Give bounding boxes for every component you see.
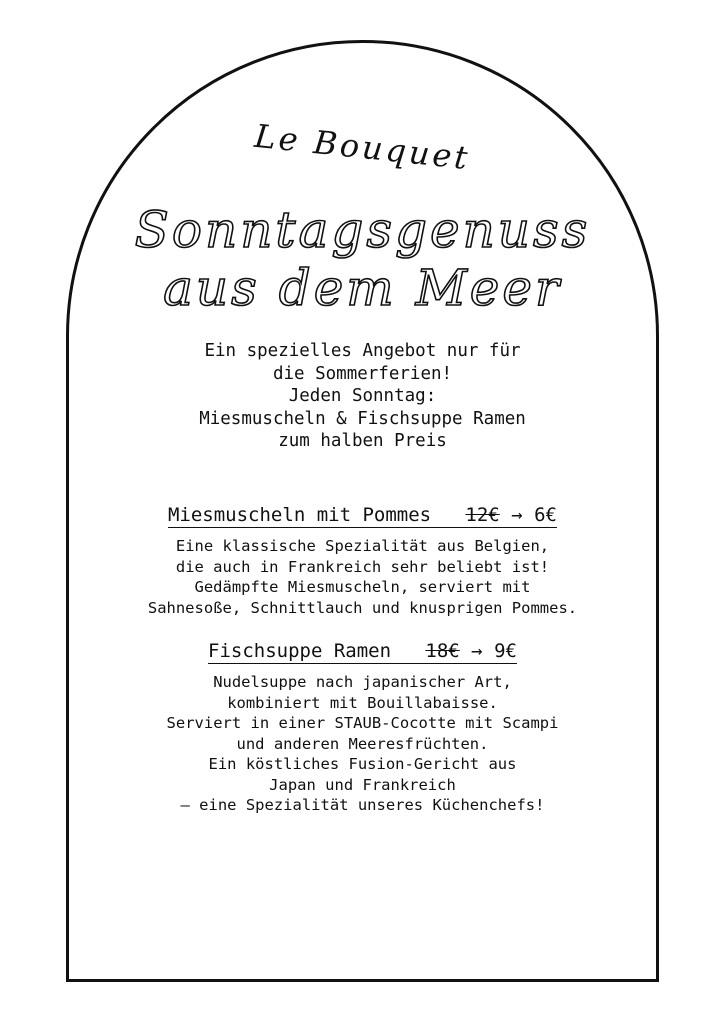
description-line: und anderen Meeresfrüchten. xyxy=(236,734,489,753)
description-line: Japan und Frankreich xyxy=(269,775,456,794)
description-line: Serviert in einer STAUB-Cocotte mit Scampi xyxy=(166,714,559,732)
intro-text xyxy=(66,340,659,453)
restaurant-name: Le Bouquet xyxy=(252,116,473,178)
intro-line: Jeden Sonntag: xyxy=(288,386,437,406)
intro-line: zum halben Preis xyxy=(278,431,447,451)
description-line: Sahnesoße, Schnittlauch und knusprigen Pommes. xyxy=(147,598,578,617)
intro-line: Ein spezielles Angebot nur für xyxy=(204,341,521,361)
description-line: Ein köstliches Fusion-Gericht aus xyxy=(208,755,517,773)
dish-name: Fischsuppe Ramen xyxy=(208,640,392,662)
dish-title-mussels xyxy=(66,504,659,528)
description-line: kombiniert mit Bouillabaisse. xyxy=(227,693,498,712)
dish-description-ramen xyxy=(66,672,659,816)
arrow-icon: → xyxy=(471,640,483,662)
dish-title-ramen xyxy=(66,640,659,664)
description-line: Gedämpfte Miesmuscheln, serviert mit xyxy=(194,578,531,596)
dish-name: Miesmuscheln mit Pommes xyxy=(167,504,432,526)
description-line: Eine klassische Spezialität aus Belgien, xyxy=(175,537,550,555)
headline-line-1: Sonntagsgenuss xyxy=(134,201,591,259)
old-price: 12€ xyxy=(465,504,500,526)
new-price: 6€ xyxy=(534,504,557,526)
intro-line: die Sommerferien! xyxy=(272,363,453,384)
description-line: Nudelsuppe nach japanischer Art, xyxy=(213,673,512,691)
headline-line-2: aus dem Meer xyxy=(163,259,562,317)
description-line: die auch in Frankreich sehr beliebt ist! xyxy=(175,557,550,576)
description-line: – eine Spezialität unseres Küchenchefs! xyxy=(180,796,545,814)
dish-description-mussels xyxy=(66,536,659,618)
arrow-icon: → xyxy=(511,504,523,526)
old-price: 18€ xyxy=(425,640,460,662)
intro-line: Miesmuscheln & Fischsuppe Ramen xyxy=(199,408,526,429)
new-price: 9€ xyxy=(494,640,517,662)
